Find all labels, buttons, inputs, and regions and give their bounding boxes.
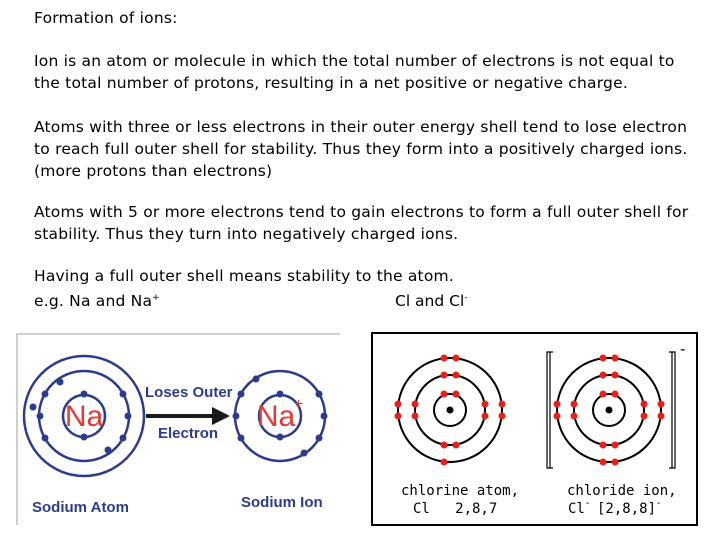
sodium-atom-caption: Sodium Atom bbox=[32, 499, 129, 516]
electron bbox=[612, 442, 619, 449]
electron bbox=[238, 435, 245, 442]
arrow-label-bottom: Electron bbox=[158, 425, 219, 442]
chloride-ion-diagram bbox=[371, 332, 698, 526]
electron bbox=[233, 413, 240, 420]
electron bbox=[301, 450, 308, 457]
electron bbox=[81, 434, 88, 441]
na-charge: + bbox=[152, 293, 160, 303]
electron bbox=[238, 391, 245, 398]
electron bbox=[105, 447, 112, 454]
electron bbox=[499, 413, 506, 420]
electron bbox=[125, 413, 132, 420]
electron bbox=[571, 413, 578, 420]
chloride-ion-symbol-charge: - bbox=[586, 498, 590, 509]
electron bbox=[277, 434, 284, 441]
electron bbox=[453, 355, 460, 362]
electron bbox=[641, 413, 648, 420]
electron bbox=[600, 391, 607, 398]
cl-charge: - bbox=[464, 293, 468, 303]
paragraph-positive-ions: Atoms with three or less electrons in their outer energy shell tend to lose electron to reach full outer shell for stability. Thus they form into a positively charged ions. (more protons than electrons) bbox=[34, 118, 688, 180]
stability-line: Having a full outer shell means stability to the atom. bbox=[34, 267, 454, 285]
ion-bracket-left bbox=[547, 352, 553, 468]
example-prefix: e.g. Na and Na bbox=[34, 292, 153, 310]
electron bbox=[441, 442, 448, 449]
page-title: Formation of ions: bbox=[34, 9, 178, 27]
electron bbox=[412, 413, 419, 420]
chloride-ion-nucleus bbox=[606, 407, 613, 414]
chloride-ion-symbol: Cl bbox=[568, 501, 585, 517]
electron bbox=[441, 355, 448, 362]
electron bbox=[441, 391, 448, 398]
electron bbox=[453, 391, 460, 398]
electron bbox=[658, 401, 665, 408]
electron bbox=[571, 401, 578, 408]
sodium-ion-symbol: Na bbox=[256, 400, 296, 433]
electron bbox=[316, 435, 323, 442]
chlorine-atom-config: Cl 2,8,7 bbox=[413, 501, 498, 517]
electron bbox=[120, 435, 127, 442]
sodium-diagram-svg bbox=[18, 335, 340, 525]
ion-bracket-right bbox=[669, 352, 675, 468]
electron bbox=[81, 391, 88, 398]
electron bbox=[395, 401, 402, 408]
chloride-ion-config-charge: - bbox=[657, 498, 661, 509]
chlorine-atom-nucleus bbox=[447, 407, 454, 414]
example-cl-label bbox=[395, 287, 468, 312]
electron bbox=[453, 442, 460, 449]
electron bbox=[412, 401, 419, 408]
electron bbox=[321, 413, 328, 420]
electron-outer bbox=[30, 404, 37, 411]
electron bbox=[600, 372, 607, 379]
electron bbox=[120, 391, 127, 398]
paragraph-negative-ions: Atoms with 5 or more electrons tend to gain electrons to form a full outer shell for stability. Thus they turn into negatively charged ions. bbox=[34, 203, 689, 243]
sodium-ion-charge: + bbox=[294, 396, 304, 413]
transform-arrow-head bbox=[212, 407, 230, 425]
electron bbox=[612, 372, 619, 379]
electron bbox=[316, 391, 323, 398]
electron bbox=[441, 459, 448, 466]
electron bbox=[499, 401, 506, 408]
sodium-ion-caption: Sodium Ion bbox=[241, 494, 323, 511]
electron bbox=[658, 413, 665, 420]
sodium-atom-symbol: Na bbox=[64, 400, 104, 433]
electron bbox=[612, 355, 619, 362]
electron bbox=[253, 376, 260, 383]
bracket-charge: - bbox=[680, 341, 686, 358]
arrow-label-top: Loses Outer bbox=[145, 384, 233, 401]
chloride-ion-caption: chloride ion, bbox=[567, 483, 677, 499]
cl-label-text: Cl and Cl bbox=[395, 292, 465, 310]
electron bbox=[600, 442, 607, 449]
electron bbox=[277, 391, 284, 398]
paragraph-ion-definition: Ion is an atom or molecule in which the total number of electrons is not equal to the total number of protons, resulting in a net positive or negative charge. bbox=[34, 52, 675, 92]
electron bbox=[395, 413, 402, 420]
example-line bbox=[34, 287, 160, 312]
electron bbox=[42, 435, 49, 442]
electron bbox=[554, 413, 561, 420]
electron bbox=[554, 401, 561, 408]
chlorine-atom-caption: chlorine atom, bbox=[401, 483, 520, 499]
chloride-ion-config: [2,8,8] bbox=[597, 501, 657, 517]
electron bbox=[600, 459, 607, 466]
electron bbox=[453, 372, 460, 379]
chlorine-diagram-svg bbox=[373, 334, 696, 524]
electron bbox=[482, 401, 489, 408]
electron bbox=[42, 391, 49, 398]
electron bbox=[641, 401, 648, 408]
sodium-ion-diagram bbox=[16, 333, 340, 525]
electron bbox=[612, 459, 619, 466]
electron bbox=[482, 413, 489, 420]
electron bbox=[612, 391, 619, 398]
electron bbox=[600, 355, 607, 362]
electron bbox=[37, 413, 44, 420]
electron bbox=[57, 379, 64, 386]
electron bbox=[441, 372, 448, 379]
